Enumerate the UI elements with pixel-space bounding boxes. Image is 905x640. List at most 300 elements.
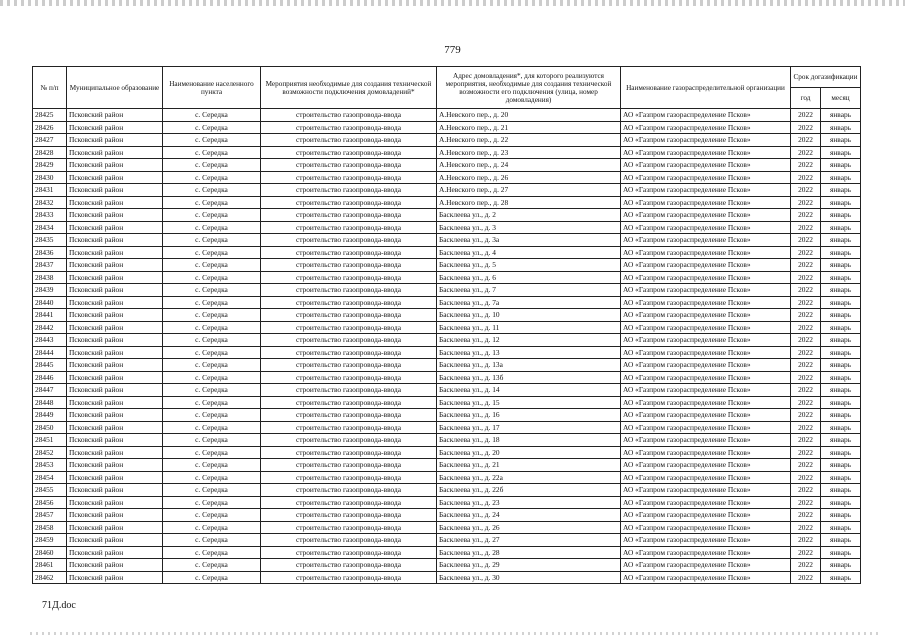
cell-address: Басклеева ул., д. 20 <box>437 446 621 459</box>
table-row <box>33 346 861 359</box>
cell-num: 28455 <box>33 484 67 497</box>
cell-settlement: с. Середка <box>163 409 261 422</box>
cell-municipality: Псковский район <box>67 459 163 472</box>
cell-num: 28446 <box>33 371 67 384</box>
cell-month: январь <box>821 534 861 547</box>
cell-activity: строительство газопровода-ввода <box>261 134 437 147</box>
cell-num: 28426 <box>33 121 67 134</box>
cell-month: январь <box>821 334 861 347</box>
cell-settlement: с. Середка <box>163 546 261 559</box>
cell-address: Басклеева ул., д. 11 <box>437 321 621 334</box>
cell-activity: строительство газопровода-ввода <box>261 259 437 272</box>
cell-activity: строительство газопровода-ввода <box>261 546 437 559</box>
cell-settlement: с. Середка <box>163 396 261 409</box>
cell-municipality: Псковский район <box>67 321 163 334</box>
table-row <box>33 334 861 347</box>
cell-address: Басклеева ул., д. 27 <box>437 534 621 547</box>
table-row <box>33 259 861 272</box>
table-row <box>33 471 861 484</box>
cell-address: Басклеева ул., д. 22б <box>437 484 621 497</box>
cell-address: Басклеева ул., д. 30 <box>437 571 621 584</box>
cell-num: 28439 <box>33 284 67 297</box>
cell-num: 28430 <box>33 171 67 184</box>
cell-address: Басклеева ул., д. 13б <box>437 371 621 384</box>
cell-activity: строительство газопровода-ввода <box>261 296 437 309</box>
cell-activity: строительство газопровода-ввода <box>261 159 437 172</box>
cell-num: 28437 <box>33 259 67 272</box>
cell-month: январь <box>821 234 861 247</box>
cell-year: 2022 <box>791 146 821 159</box>
cell-settlement: с. Середка <box>163 459 261 472</box>
cell-month: январь <box>821 446 861 459</box>
cell-activity: строительство газопровода-ввода <box>261 271 437 284</box>
table-body <box>33 109 861 584</box>
cell-municipality: Псковский район <box>67 571 163 584</box>
cell-settlement: с. Середка <box>163 471 261 484</box>
cell-settlement: с. Середка <box>163 559 261 572</box>
cell-settlement: с. Середка <box>163 309 261 322</box>
cell-activity: строительство газопровода-ввода <box>261 521 437 534</box>
table-row <box>33 521 861 534</box>
cell-year: 2022 <box>791 571 821 584</box>
cell-org: АО «Газпром газораспределение Псков» <box>621 184 791 197</box>
cell-org: АО «Газпром газораспределение Псков» <box>621 196 791 209</box>
table-row <box>33 484 861 497</box>
cell-month: январь <box>821 559 861 572</box>
cell-municipality: Псковский район <box>67 534 163 547</box>
cell-month: январь <box>821 371 861 384</box>
cell-org: АО «Газпром газораспределение Псков» <box>621 384 791 397</box>
cell-year: 2022 <box>791 384 821 397</box>
header-term: Срок догазификации <box>791 67 861 88</box>
cell-num: 28453 <box>33 459 67 472</box>
cell-month: январь <box>821 284 861 297</box>
table-row <box>33 359 861 372</box>
cell-year: 2022 <box>791 459 821 472</box>
cell-year: 2022 <box>791 446 821 459</box>
cell-activity: строительство газопровода-ввода <box>261 346 437 359</box>
cell-num: 28448 <box>33 396 67 409</box>
cell-municipality: Псковский район <box>67 434 163 447</box>
cell-org: АО «Газпром газораспределение Псков» <box>621 446 791 459</box>
cell-activity: строительство газопровода-ввода <box>261 246 437 259</box>
cell-num: 28458 <box>33 521 67 534</box>
cell-year: 2022 <box>791 321 821 334</box>
cell-municipality: Псковский район <box>67 159 163 172</box>
cell-month: январь <box>821 146 861 159</box>
cell-num: 28433 <box>33 209 67 222</box>
cell-activity: строительство газопровода-ввода <box>261 284 437 297</box>
cell-org: АО «Газпром газораспределение Псков» <box>621 434 791 447</box>
cell-address: А.Невского пер., д. 22 <box>437 134 621 147</box>
gasification-table <box>32 66 861 584</box>
cell-municipality: Псковский район <box>67 259 163 272</box>
cell-month: январь <box>821 421 861 434</box>
cell-address: А.Невского пер., д. 27 <box>437 184 621 197</box>
cell-settlement: с. Середка <box>163 109 261 122</box>
cell-org: АО «Газпром газораспределение Псков» <box>621 271 791 284</box>
header-activities: Мероприятия необходимые для создания технической возможности подключения домовладений* <box>261 67 437 109</box>
cell-num: 28454 <box>33 471 67 484</box>
cell-month: январь <box>821 221 861 234</box>
cell-settlement: с. Середка <box>163 484 261 497</box>
cell-address: Басклеева ул., д. 18 <box>437 434 621 447</box>
cell-num: 28441 <box>33 309 67 322</box>
cell-month: январь <box>821 196 861 209</box>
cell-month: январь <box>821 496 861 509</box>
cell-month: январь <box>821 471 861 484</box>
cell-settlement: с. Середка <box>163 171 261 184</box>
cell-activity: строительство газопровода-ввода <box>261 371 437 384</box>
cell-activity: строительство газопровода-ввода <box>261 209 437 222</box>
cell-year: 2022 <box>791 221 821 234</box>
cell-year: 2022 <box>791 346 821 359</box>
cell-settlement: с. Середка <box>163 159 261 172</box>
cell-org: АО «Газпром газораспределение Псков» <box>621 421 791 434</box>
cell-address: Басклеева ул., д. 2 <box>437 209 621 222</box>
cell-num: 28434 <box>33 221 67 234</box>
cell-settlement: с. Середка <box>163 371 261 384</box>
cell-num: 28443 <box>33 334 67 347</box>
cell-month: январь <box>821 459 861 472</box>
cell-address: Басклеева ул., д. 21 <box>437 459 621 472</box>
cell-org: АО «Газпром газораспределение Псков» <box>621 321 791 334</box>
cell-settlement: с. Середка <box>163 421 261 434</box>
cell-month: январь <box>821 184 861 197</box>
cell-month: январь <box>821 296 861 309</box>
cell-num: 28461 <box>33 559 67 572</box>
cell-org: АО «Газпром газораспределение Псков» <box>621 334 791 347</box>
cell-activity: строительство газопровода-ввода <box>261 446 437 459</box>
cell-org: АО «Газпром газораспределение Псков» <box>621 571 791 584</box>
cell-municipality: Псковский район <box>67 284 163 297</box>
cell-num: 28431 <box>33 184 67 197</box>
cell-month: январь <box>821 484 861 497</box>
cell-num: 28432 <box>33 196 67 209</box>
cell-year: 2022 <box>791 559 821 572</box>
cell-municipality: Псковский район <box>67 384 163 397</box>
cell-month: январь <box>821 396 861 409</box>
table-row <box>33 146 861 159</box>
cell-year: 2022 <box>791 271 821 284</box>
cell-month: январь <box>821 509 861 522</box>
table-row <box>33 109 861 122</box>
cell-month: январь <box>821 434 861 447</box>
cell-activity: строительство газопровода-ввода <box>261 421 437 434</box>
cell-settlement: с. Середка <box>163 521 261 534</box>
cell-address: А.Невского пер., д. 23 <box>437 146 621 159</box>
cell-address: Басклеева ул., д. 29 <box>437 559 621 572</box>
cell-municipality: Псковский район <box>67 134 163 147</box>
cell-num: 28457 <box>33 509 67 522</box>
cell-activity: строительство газопровода-ввода <box>261 359 437 372</box>
cell-num: 28445 <box>33 359 67 372</box>
cell-org: АО «Газпром газораспределение Псков» <box>621 246 791 259</box>
cell-settlement: с. Середка <box>163 221 261 234</box>
cell-municipality: Псковский район <box>67 271 163 284</box>
cell-address: Басклеева ул., д. 23 <box>437 496 621 509</box>
table-row <box>33 196 861 209</box>
cell-num: 28444 <box>33 346 67 359</box>
cell-num: 28429 <box>33 159 67 172</box>
cell-month: январь <box>821 571 861 584</box>
table-row <box>33 384 861 397</box>
cell-settlement: с. Середка <box>163 259 261 272</box>
cell-municipality: Псковский район <box>67 209 163 222</box>
cell-municipality: Псковский район <box>67 184 163 197</box>
cell-settlement: с. Середка <box>163 384 261 397</box>
cell-num: 28440 <box>33 296 67 309</box>
cell-org: АО «Газпром газораспределение Псков» <box>621 396 791 409</box>
cell-num: 28451 <box>33 434 67 447</box>
table-row <box>33 371 861 384</box>
cell-month: январь <box>821 321 861 334</box>
cell-num: 28449 <box>33 409 67 422</box>
cell-year: 2022 <box>791 134 821 147</box>
cell-org: АО «Газпром газораспределение Псков» <box>621 209 791 222</box>
cell-municipality: Псковский район <box>67 146 163 159</box>
table-row <box>33 459 861 472</box>
cell-address: А.Невского пер., д. 26 <box>437 171 621 184</box>
cell-municipality: Псковский район <box>67 359 163 372</box>
cell-settlement: с. Середка <box>163 434 261 447</box>
cell-activity: строительство газопровода-ввода <box>261 171 437 184</box>
table-row <box>33 534 861 547</box>
cell-settlement: с. Середка <box>163 534 261 547</box>
cell-year: 2022 <box>791 171 821 184</box>
cell-num: 28438 <box>33 271 67 284</box>
cell-month: январь <box>821 246 861 259</box>
cell-org: АО «Газпром газораспределение Псков» <box>621 509 791 522</box>
cell-org: АО «Газпром газораспределение Псков» <box>621 234 791 247</box>
cell-settlement: с. Середка <box>163 359 261 372</box>
cell-year: 2022 <box>791 359 821 372</box>
cell-settlement: с. Середка <box>163 346 261 359</box>
table-row <box>33 496 861 509</box>
cell-settlement: с. Середка <box>163 571 261 584</box>
cell-activity: строительство газопровода-ввода <box>261 559 437 572</box>
cell-municipality: Псковский район <box>67 371 163 384</box>
table-row <box>33 209 861 222</box>
cell-org: АО «Газпром газораспределение Псков» <box>621 296 791 309</box>
cell-address: Басклеева ул., д. 22а <box>437 471 621 484</box>
cell-address: Басклеева ул., д. 7а <box>437 296 621 309</box>
cell-municipality: Псковский район <box>67 309 163 322</box>
cell-org: АО «Газпром газораспределение Псков» <box>621 146 791 159</box>
table-row <box>33 234 861 247</box>
cell-year: 2022 <box>791 396 821 409</box>
cell-num: 28462 <box>33 571 67 584</box>
cell-year: 2022 <box>791 421 821 434</box>
cell-municipality: Псковский район <box>67 109 163 122</box>
cell-address: Басклеева ул., д. 24 <box>437 509 621 522</box>
cell-month: январь <box>821 384 861 397</box>
cell-municipality: Псковский район <box>67 296 163 309</box>
cell-org: АО «Газпром газораспределение Псков» <box>621 171 791 184</box>
cell-num: 28456 <box>33 496 67 509</box>
cell-municipality: Псковский район <box>67 234 163 247</box>
cell-activity: строительство газопровода-ввода <box>261 221 437 234</box>
cell-year: 2022 <box>791 471 821 484</box>
cell-month: январь <box>821 209 861 222</box>
cell-activity: строительство газопровода-ввода <box>261 471 437 484</box>
cell-municipality: Псковский район <box>67 421 163 434</box>
cell-num: 28442 <box>33 321 67 334</box>
header-year: год <box>791 88 821 109</box>
cell-activity: строительство газопровода-ввода <box>261 509 437 522</box>
cell-address: А.Невского пер., д. 21 <box>437 121 621 134</box>
cell-settlement: с. Середка <box>163 271 261 284</box>
cell-year: 2022 <box>791 209 821 222</box>
cell-org: АО «Газпром газораспределение Псков» <box>621 559 791 572</box>
table-row <box>33 321 861 334</box>
cell-address: Басклеева ул., д. 14 <box>437 384 621 397</box>
table-row <box>33 159 861 172</box>
cell-org: АО «Газпром газораспределение Псков» <box>621 471 791 484</box>
cell-num: 28452 <box>33 446 67 459</box>
cell-month: январь <box>821 171 861 184</box>
cell-org: АО «Газпром газораспределение Псков» <box>621 409 791 422</box>
table-row <box>33 296 861 309</box>
cell-year: 2022 <box>791 196 821 209</box>
cell-org: АО «Газпром газораспределение Псков» <box>621 346 791 359</box>
cell-month: январь <box>821 109 861 122</box>
cell-settlement: с. Середка <box>163 234 261 247</box>
cell-org: АО «Газпром газораспределение Псков» <box>621 484 791 497</box>
cell-address: Басклеева ул., д. 4 <box>437 246 621 259</box>
cell-activity: строительство газопровода-ввода <box>261 146 437 159</box>
cell-month: январь <box>821 521 861 534</box>
cell-num: 28427 <box>33 134 67 147</box>
table-row <box>33 221 861 234</box>
table-row <box>33 509 861 522</box>
cell-municipality: Псковский район <box>67 546 163 559</box>
header-org: Наименование газораспределительной организации <box>621 67 791 109</box>
cell-org: АО «Газпром газораспределение Псков» <box>621 496 791 509</box>
cell-num: 28460 <box>33 546 67 559</box>
cell-address: Басклеева ул., д. 15 <box>437 396 621 409</box>
cell-org: АО «Газпром газораспределение Псков» <box>621 159 791 172</box>
cell-year: 2022 <box>791 334 821 347</box>
cell-activity: строительство газопровода-ввода <box>261 109 437 122</box>
cell-address: Басклеева ул., д. 28 <box>437 546 621 559</box>
cell-month: январь <box>821 546 861 559</box>
cell-year: 2022 <box>791 509 821 522</box>
cell-municipality: Псковский район <box>67 396 163 409</box>
cell-num: 28435 <box>33 234 67 247</box>
cell-activity: строительство газопровода-ввода <box>261 234 437 247</box>
cell-num: 28436 <box>33 246 67 259</box>
table-row <box>33 571 861 584</box>
cell-month: январь <box>821 271 861 284</box>
cell-org: АО «Газпром газораспределение Псков» <box>621 284 791 297</box>
cell-settlement: с. Середка <box>163 146 261 159</box>
cell-year: 2022 <box>791 546 821 559</box>
cell-activity: строительство газопровода-ввода <box>261 496 437 509</box>
cell-address: Басклеева ул., д. 26 <box>437 521 621 534</box>
cell-municipality: Псковский район <box>67 509 163 522</box>
cell-org: АО «Газпром газораспределение Псков» <box>621 371 791 384</box>
cell-org: АО «Газпром газораспределение Псков» <box>621 459 791 472</box>
cell-activity: строительство газопровода-ввода <box>261 196 437 209</box>
cell-year: 2022 <box>791 121 821 134</box>
cell-municipality: Псковский район <box>67 559 163 572</box>
cell-org: АО «Газпром газораспределение Псков» <box>621 134 791 147</box>
cell-num: 28459 <box>33 534 67 547</box>
table-row <box>33 171 861 184</box>
cell-month: январь <box>821 309 861 322</box>
cell-num: 28450 <box>33 421 67 434</box>
cell-year: 2022 <box>791 159 821 172</box>
cell-month: январь <box>821 159 861 172</box>
table-row <box>33 421 861 434</box>
cell-num: 28447 <box>33 384 67 397</box>
cell-month: январь <box>821 121 861 134</box>
cell-year: 2022 <box>791 484 821 497</box>
cell-activity: строительство газопровода-ввода <box>261 434 437 447</box>
cell-settlement: с. Середка <box>163 134 261 147</box>
cell-org: АО «Газпром газораспределение Псков» <box>621 309 791 322</box>
cell-municipality: Псковский район <box>67 121 163 134</box>
cell-year: 2022 <box>791 534 821 547</box>
cell-month: январь <box>821 259 861 272</box>
cell-municipality: Псковский район <box>67 446 163 459</box>
table-row <box>33 409 861 422</box>
cell-month: январь <box>821 134 861 147</box>
cell-year: 2022 <box>791 409 821 422</box>
header-settlement: Наименование населенного пункта <box>163 67 261 109</box>
cell-address: Басклеева ул., д. 3а <box>437 234 621 247</box>
cell-org: АО «Газпром газораспределение Псков» <box>621 221 791 234</box>
cell-municipality: Псковский район <box>67 171 163 184</box>
cell-activity: строительство газопровода-ввода <box>261 534 437 547</box>
table-row <box>33 246 861 259</box>
cell-settlement: с. Середка <box>163 321 261 334</box>
cell-municipality: Псковский район <box>67 346 163 359</box>
footer-filename: 71Д.doc <box>42 600 76 611</box>
cell-org: АО «Газпром газораспределение Псков» <box>621 359 791 372</box>
cell-activity: строительство газопровода-ввода <box>261 334 437 347</box>
cell-settlement: с. Середка <box>163 296 261 309</box>
table-row <box>33 284 861 297</box>
table-row <box>33 271 861 284</box>
cell-settlement: с. Середка <box>163 284 261 297</box>
cell-municipality: Псковский район <box>67 496 163 509</box>
cell-month: январь <box>821 359 861 372</box>
cell-municipality: Псковский район <box>67 409 163 422</box>
cell-activity: строительство газопровода-ввода <box>261 484 437 497</box>
cell-org: АО «Газпром газораспределение Псков» <box>621 121 791 134</box>
cell-address: Басклеева ул., д. 10 <box>437 309 621 322</box>
cell-year: 2022 <box>791 521 821 534</box>
cell-address: Басклеева ул., д. 3 <box>437 221 621 234</box>
cell-address: Басклеева ул., д. 17 <box>437 421 621 434</box>
cell-address: А.Невского пер., д. 20 <box>437 109 621 122</box>
cell-activity: строительство газопровода-ввода <box>261 309 437 322</box>
table-row <box>33 121 861 134</box>
cell-address: Басклеева ул., д. 5 <box>437 259 621 272</box>
cell-address: Басклеева ул., д. 6 <box>437 271 621 284</box>
header-municipality: Муниципальное образование <box>67 67 163 109</box>
cell-settlement: с. Середка <box>163 334 261 347</box>
cell-settlement: с. Середка <box>163 184 261 197</box>
cell-municipality: Псковский район <box>67 246 163 259</box>
cell-activity: строительство газопровода-ввода <box>261 409 437 422</box>
table-row <box>33 434 861 447</box>
cell-settlement: с. Середка <box>163 446 261 459</box>
table-row <box>33 546 861 559</box>
cell-year: 2022 <box>791 246 821 259</box>
